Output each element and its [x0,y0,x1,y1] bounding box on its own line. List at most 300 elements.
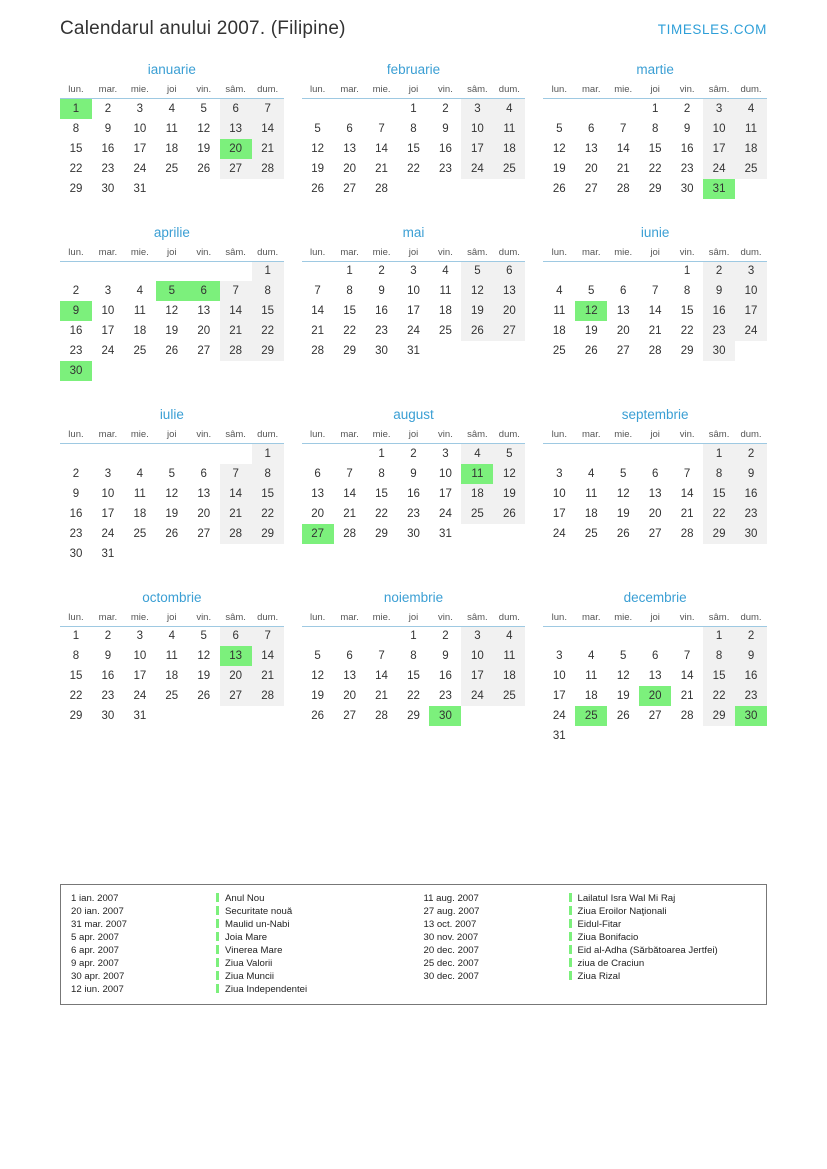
day-cell[interactable]: 30 [69,547,83,560]
day-cell[interactable]: 31 [552,730,566,742]
day-cell[interactable]: 30 [735,524,767,544]
day-cell[interactable]: 29 [375,527,388,540]
day-cell[interactable]: 16 [375,305,388,317]
day-cell[interactable]: 29 [648,182,662,195]
day-cell-holiday[interactable]: 25 [575,706,607,726]
day-cell[interactable]: 20 [197,507,211,520]
day-cell[interactable]: 9 [735,646,767,666]
day-cell[interactable]: 11 [585,670,598,682]
day-cell[interactable]: 22 [407,690,420,702]
day-cell[interactable]: 19 [197,670,211,682]
day-cell[interactable]: 26 [197,162,211,175]
day-cell[interactable]: 28 [680,527,694,540]
day-cell[interactable]: 20 [343,162,356,175]
day-cell[interactable]: 26 [311,710,325,722]
day-cell[interactable]: 14 [252,119,284,139]
day-cell[interactable]: 6 [220,99,252,119]
day-cell[interactable]: 16 [101,670,115,682]
day-cell[interactable]: 4 [136,285,144,297]
day-cell[interactable]: 23 [375,325,388,337]
day-cell[interactable]: 10 [703,119,735,139]
day-cell[interactable]: 10 [552,487,566,500]
day-cell[interactable]: 25 [584,527,598,540]
day-cell[interactable]: 15 [252,484,284,504]
day-cell[interactable]: 15 [703,484,735,504]
day-cell[interactable]: 10 [552,670,566,682]
day-cell[interactable]: 18 [133,325,147,337]
day-cell[interactable]: 20 [493,301,525,321]
day-cell[interactable]: 6 [651,650,659,662]
day-cell-holiday[interactable]: 6 [188,281,220,301]
day-cell[interactable]: 13 [343,670,356,682]
day-cell[interactable]: 2 [703,261,735,281]
day-cell[interactable]: 19 [616,690,630,702]
day-cell[interactable]: 19 [584,325,598,337]
day-cell[interactable]: 1 [346,265,353,278]
day-cell[interactable]: 26 [493,504,525,524]
day-cell[interactable]: 28 [220,524,252,544]
day-cell[interactable]: 18 [461,484,493,504]
day-cell[interactable]: 16 [101,142,115,155]
day-cell[interactable]: 24 [407,325,420,337]
day-cell[interactable]: 29 [680,345,694,357]
day-cell[interactable]: 10 [101,487,115,500]
day-cell[interactable]: 24 [461,159,493,179]
day-cell[interactable]: 11 [553,305,566,317]
day-cell[interactable]: 19 [552,162,566,175]
day-cell[interactable]: 2 [104,630,112,643]
day-cell[interactable]: 15 [407,670,420,682]
day-cell[interactable]: 22 [648,162,662,175]
day-cell[interactable]: 23 [69,345,83,357]
day-cell[interactable]: 24 [439,507,452,520]
day-cell[interactable]: 8 [683,285,691,297]
day-cell[interactable]: 14 [616,142,630,155]
day-cell[interactable]: 15 [407,142,420,155]
day-cell[interactable]: 23 [439,690,452,702]
day-cell[interactable]: 30 [680,182,694,195]
day-cell[interactable]: 21 [252,139,284,159]
day-cell[interactable]: 23 [69,527,83,540]
day-cell[interactable]: 12 [165,487,179,500]
day-cell[interactable]: 1 [252,444,284,464]
day-cell[interactable]: 14 [680,487,694,500]
day-cell[interactable]: 3 [556,467,563,480]
day-cell[interactable]: 18 [165,670,179,682]
day-cell[interactable]: 17 [101,507,115,520]
day-cell[interactable]: 29 [69,710,83,722]
day-cell[interactable]: 30 [375,345,388,357]
day-cell[interactable]: 7 [220,464,252,484]
day-cell[interactable]: 31 [439,527,452,540]
day-cell[interactable]: 21 [311,325,325,337]
day-cell[interactable]: 7 [252,626,284,646]
day-cell[interactable]: 24 [461,686,493,706]
day-cell[interactable]: 7 [220,281,252,301]
day-cell[interactable]: 4 [136,467,144,480]
day-cell[interactable]: 2 [735,626,767,646]
day-cell[interactable]: 21 [680,507,694,520]
day-cell[interactable]: 16 [703,301,735,321]
day-cell-holiday[interactable]: 30 [60,361,92,381]
day-cell[interactable]: 11 [493,646,525,666]
day-cell[interactable]: 18 [439,305,452,317]
day-cell[interactable]: 19 [165,507,179,520]
day-cell[interactable]: 15 [703,666,735,686]
day-cell[interactable]: 4 [168,630,175,643]
day-cell[interactable]: 8 [378,467,385,480]
day-cell[interactable]: 3 [461,99,493,119]
day-cell[interactable]: 20 [648,507,662,520]
day-cell[interactable]: 12 [165,305,179,317]
day-cell[interactable]: 2 [683,102,691,115]
day-cell[interactable]: 1 [410,630,417,643]
day-cell-holiday[interactable]: 5 [156,281,188,301]
day-cell[interactable]: 28 [252,686,284,706]
day-cell[interactable]: 19 [493,484,525,504]
day-cell[interactable]: 12 [616,670,630,682]
day-cell[interactable]: 16 [439,670,452,682]
day-cell[interactable]: 6 [200,467,207,480]
day-cell[interactable]: 16 [680,142,694,155]
day-cell[interactable]: 27 [220,159,252,179]
day-cell[interactable]: 9 [72,487,80,500]
day-cell[interactable]: 1 [703,626,735,646]
day-cell[interactable]: 14 [680,670,694,682]
day-cell[interactable]: 22 [703,686,735,706]
day-cell[interactable]: 17 [552,507,566,520]
day-cell[interactable]: 27 [343,182,356,195]
day-cell[interactable]: 18 [584,507,598,520]
day-cell[interactable]: 8 [703,646,735,666]
day-cell[interactable]: 3 [556,650,563,662]
day-cell[interactable]: 6 [346,650,353,662]
day-cell[interactable]: 15 [375,487,388,500]
day-cell[interactable]: 3 [461,626,493,646]
day-cell-holiday[interactable]: 30 [735,706,767,726]
day-cell[interactable]: 27 [343,710,356,722]
day-cell[interactable]: 18 [133,507,147,520]
day-cell[interactable]: 22 [375,507,388,520]
day-cell[interactable]: 1 [683,265,691,278]
day-cell[interactable]: 2 [410,447,417,460]
day-cell[interactable]: 17 [461,139,493,159]
day-cell[interactable]: 5 [314,650,321,662]
day-cell[interactable]: 2 [72,285,80,297]
day-cell[interactable]: 10 [461,119,493,139]
day-cell[interactable]: 25 [735,159,767,179]
day-cell[interactable]: 5 [588,285,595,297]
day-cell[interactable]: 11 [439,285,452,297]
day-cell[interactable]: 24 [101,527,115,540]
day-cell-holiday[interactable]: 30 [429,706,461,726]
day-cell[interactable]: 4 [493,626,525,646]
day-cell[interactable]: 23 [407,507,420,520]
day-cell-holiday[interactable]: 31 [703,179,735,199]
day-cell[interactable]: 16 [69,507,83,520]
day-cell[interactable]: 3 [442,447,449,460]
day-cell[interactable]: 26 [616,710,630,722]
day-cell[interactable]: 28 [220,341,252,361]
day-cell[interactable]: 5 [620,467,627,480]
day-cell[interactable]: 11 [165,650,178,662]
day-cell[interactable]: 28 [252,159,284,179]
day-cell[interactable]: 14 [375,142,388,155]
day-cell[interactable]: 14 [343,487,356,500]
day-cell[interactable]: 25 [461,504,493,524]
day-cell[interactable]: 11 [165,122,178,135]
day-cell[interactable]: 19 [616,507,630,520]
day-cell[interactable]: 31 [133,182,147,195]
day-cell[interactable]: 23 [735,686,767,706]
day-cell[interactable]: 25 [133,345,147,357]
day-cell[interactable]: 18 [552,325,566,337]
day-cell[interactable]: 30 [101,182,115,195]
day-cell[interactable]: 20 [197,325,211,337]
day-cell[interactable]: 19 [311,690,325,702]
day-cell[interactable]: 21 [375,162,388,175]
day-cell[interactable]: 28 [343,527,356,540]
day-cell[interactable]: 7 [683,467,691,480]
day-cell[interactable]: 4 [588,467,595,480]
day-cell[interactable]: 22 [252,321,284,341]
day-cell[interactable]: 17 [101,325,115,337]
day-cell[interactable]: 1 [703,444,735,464]
day-cell[interactable]: 10 [101,305,115,317]
day-cell[interactable]: 24 [735,321,767,341]
day-cell[interactable]: 23 [101,690,115,702]
day-cell[interactable]: 14 [220,301,252,321]
day-cell[interactable]: 8 [651,122,659,135]
day-cell[interactable]: 5 [168,467,175,480]
day-cell[interactable]: 25 [493,686,525,706]
day-cell[interactable]: 24 [133,162,147,175]
day-cell[interactable]: 13 [493,281,525,301]
day-cell[interactable]: 20 [584,162,598,175]
day-cell[interactable]: 6 [588,122,595,135]
day-cell[interactable]: 8 [72,122,80,135]
day-cell[interactable]: 11 [133,487,146,500]
day-cell[interactable]: 13 [648,487,662,500]
day-cell[interactable]: 26 [165,527,179,540]
day-cell[interactable]: 10 [133,122,147,135]
day-cell[interactable]: 4 [461,444,493,464]
day-cell[interactable]: 9 [442,122,449,135]
day-cell[interactable]: 7 [620,122,627,135]
day-cell[interactable]: 15 [648,142,662,155]
day-cell[interactable]: 16 [407,487,420,500]
day-cell[interactable]: 14 [311,305,325,317]
day-cell[interactable]: 1 [378,447,385,460]
day-cell[interactable]: 16 [735,666,767,686]
day-cell[interactable]: 9 [104,650,112,662]
day-cell[interactable]: 17 [439,487,452,500]
day-cell[interactable]: 18 [493,666,525,686]
day-cell[interactable]: 5 [556,122,563,135]
day-cell[interactable]: 9 [378,285,385,297]
day-cell[interactable]: 4 [442,265,449,278]
day-cell[interactable]: 17 [407,305,420,317]
day-cell[interactable]: 15 [252,301,284,321]
day-cell[interactable]: 26 [165,345,179,357]
day-cell[interactable]: 9 [683,122,691,135]
day-cell[interactable]: 24 [133,690,147,702]
day-cell[interactable]: 6 [651,467,659,480]
day-cell[interactable]: 5 [200,630,207,643]
day-cell[interactable]: 22 [343,325,356,337]
day-cell[interactable]: 16 [69,325,83,337]
day-cell[interactable]: 6 [314,467,321,480]
day-cell[interactable]: 16 [735,484,767,504]
day-cell[interactable]: 12 [616,487,630,500]
day-cell[interactable]: 9 [735,464,767,484]
day-cell[interactable]: 5 [461,261,493,281]
day-cell[interactable]: 12 [493,464,525,484]
day-cell[interactable]: 2 [735,444,767,464]
day-cell[interactable]: 1 [651,102,659,115]
day-cell[interactable]: 2 [378,265,385,278]
day-cell[interactable]: 17 [461,666,493,686]
day-cell[interactable]: 11 [735,119,767,139]
day-cell[interactable]: 5 [620,650,627,662]
day-cell[interactable]: 23 [101,162,115,175]
day-cell[interactable]: 21 [220,504,252,524]
day-cell[interactable]: 16 [439,142,452,155]
day-cell[interactable]: 20 [616,325,630,337]
day-cell[interactable]: 2 [104,102,112,115]
day-cell[interactable]: 5 [314,122,321,135]
site-brand[interactable]: TIMESLES.COM [657,22,767,37]
day-cell[interactable]: 10 [407,285,420,297]
day-cell[interactable]: 14 [220,484,252,504]
day-cell[interactable]: 3 [136,102,144,115]
day-cell[interactable]: 22 [69,162,83,175]
day-cell[interactable]: 13 [197,487,211,500]
day-cell[interactable]: 27 [493,321,525,341]
day-cell[interactable]: 4 [735,99,767,119]
day-cell[interactable]: 29 [703,706,735,726]
day-cell[interactable]: 19 [461,301,493,321]
day-cell[interactable]: 29 [252,524,284,544]
day-cell[interactable]: 9 [703,281,735,301]
day-cell[interactable]: 28 [311,345,325,357]
day-cell[interactable]: 29 [407,710,420,722]
day-cell[interactable]: 2 [442,102,449,115]
day-cell[interactable]: 29 [69,182,83,195]
day-cell[interactable]: 24 [552,710,566,722]
day-cell[interactable]: 7 [378,650,385,662]
day-cell[interactable]: 17 [133,670,147,682]
day-cell[interactable]: 7 [252,99,284,119]
day-cell[interactable]: 26 [616,527,630,540]
day-cell[interactable]: 21 [616,162,630,175]
day-cell[interactable]: 8 [410,122,417,135]
day-cell[interactable]: 12 [461,281,493,301]
day-cell[interactable]: 17 [552,690,566,702]
day-cell[interactable]: 8 [346,285,353,297]
day-cell[interactable]: 21 [220,321,252,341]
day-cell-holiday[interactable]: 27 [302,524,334,544]
day-cell[interactable]: 29 [703,524,735,544]
day-cell[interactable]: 14 [375,670,388,682]
day-cell[interactable]: 27 [584,182,598,195]
day-cell[interactable]: 30 [101,710,115,722]
day-cell[interactable]: 12 [311,670,325,682]
day-cell[interactable]: 23 [703,321,735,341]
day-cell[interactable]: 10 [735,281,767,301]
day-cell[interactable]: 7 [651,285,659,297]
day-cell[interactable]: 11 [133,305,146,317]
day-cell[interactable]: 15 [343,305,356,317]
day-cell-holiday[interactable]: 20 [220,139,252,159]
day-cell[interactable]: 19 [165,325,179,337]
day-cell[interactable]: 4 [168,102,175,115]
day-cell[interactable]: 19 [311,162,325,175]
day-cell[interactable]: 21 [343,507,356,520]
day-cell[interactable]: 26 [584,345,598,357]
day-cell[interactable]: 21 [680,690,694,702]
day-cell[interactable]: 10 [133,650,147,662]
day-cell[interactable]: 4 [493,99,525,119]
day-cell[interactable]: 12 [197,122,211,135]
day-cell[interactable]: 24 [552,527,566,540]
day-cell[interactable]: 12 [552,142,566,155]
day-cell[interactable]: 26 [552,182,566,195]
day-cell[interactable]: 7 [378,122,385,135]
day-cell[interactable]: 23 [735,504,767,524]
day-cell[interactable]: 22 [252,504,284,524]
day-cell[interactable]: 5 [493,444,525,464]
day-cell[interactable]: 22 [69,690,83,702]
day-cell[interactable]: 13 [220,119,252,139]
day-cell-holiday[interactable]: 13 [220,646,252,666]
day-cell[interactable]: 26 [311,182,325,195]
day-cell[interactable]: 15 [69,142,83,155]
day-cell[interactable]: 12 [311,142,325,155]
day-cell[interactable]: 6 [346,122,353,135]
day-cell[interactable]: 21 [648,325,662,337]
day-cell[interactable]: 20 [311,507,325,520]
day-cell[interactable]: 15 [69,670,83,682]
day-cell[interactable]: 18 [165,142,179,155]
day-cell[interactable]: 27 [220,686,252,706]
day-cell[interactable]: 24 [703,159,735,179]
day-cell[interactable]: 20 [343,690,356,702]
day-cell[interactable]: 10 [439,467,452,480]
day-cell[interactable]: 17 [703,139,735,159]
day-cell[interactable]: 23 [680,162,694,175]
day-cell-holiday[interactable]: 9 [60,301,92,321]
day-cell[interactable]: 28 [648,345,662,357]
day-cell[interactable]: 30 [703,341,735,361]
day-cell[interactable]: 17 [133,142,147,155]
day-cell[interactable]: 6 [220,626,252,646]
day-cell[interactable]: 15 [680,305,694,317]
day-cell[interactable]: 3 [104,285,112,297]
day-cell[interactable]: 17 [735,301,767,321]
day-cell[interactable]: 6 [493,261,525,281]
day-cell-holiday[interactable]: 11 [461,464,493,484]
day-cell[interactable]: 1 [252,261,284,281]
day-cell[interactable]: 28 [616,182,630,195]
day-cell[interactable]: 3 [136,630,144,643]
day-cell[interactable]: 26 [197,690,211,702]
day-cell[interactable]: 18 [735,139,767,159]
day-cell[interactable]: 20 [220,666,252,686]
day-cell[interactable]: 13 [343,142,356,155]
day-cell[interactable]: 21 [252,666,284,686]
day-cell[interactable]: 19 [197,142,211,155]
